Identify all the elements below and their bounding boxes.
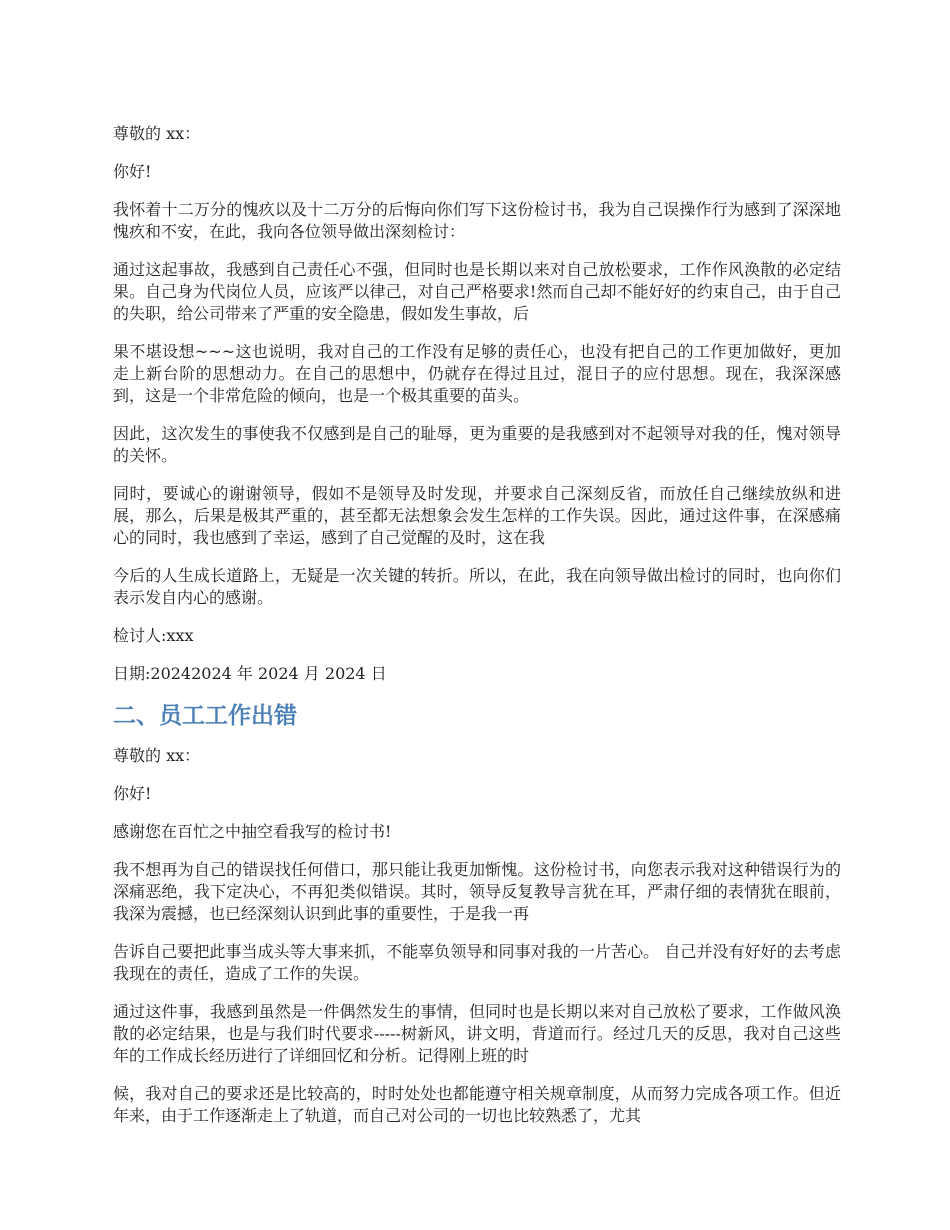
salutation: 尊敬的 xx：	[113, 746, 201, 765]
paragraph: 同时，要诚心的谢谢领导，假如不是领导及时发现，并要求自己深刻反省，而放任自己继续放纵和进展，那么，后果是极其严重的，甚至都无法想象会发生怎样的工作失误。因此，通过这件事，在深感痛心的同时，我也感到了幸运，感到了自己觉醒的及时，这在我	[113, 484, 841, 547]
greeting: 你好!	[113, 784, 152, 803]
paragraph: 果不堪设想~~~这也说明，我对自己的工作没有足够的责任心，也没有把自己的工作更加做好，更加走上新台阶的思想动力。在自己的思想中，仍就存在得过且过，混日子的应付思想。现在，我深深感到，这是一个非常危险的倾向，也是一个极其重要的苗头。	[113, 342, 841, 405]
paragraph: 今后的人生成长道路上，无疑是一次关键的转折。所以，在此，我在向领导做出检讨的同时，也向你们表示发自内心的感谢。	[113, 566, 841, 607]
paragraph: 候，我对自己的要求还是比较高的，时时处处也都能遵守相关规章制度，从而努力完成各项工作。但近年来，由于工作逐渐走上了轨道，而自己对公司的一切也比较熟悉了，尤其	[113, 1084, 841, 1125]
document-body	[113, 123, 841, 1143]
paragraph: 感谢您在百忙之中抽空看我写的检讨书!	[113, 822, 392, 841]
paragraph: 我不想再为自己的错误找任何借口，那只能让我更加惭愧。这份检讨书，向您表示我对这种错误行为的深痛恶绝，我下定决心，不再犯类似错误。其时，领导反复教导言犹在耳，严肃仔细的表情犹在眼前，我深为震撼，也已经深刻认识到此事的重要性，于是我一再	[113, 860, 841, 923]
paragraph: 通过这起事故，我感到自己责任心不强，但同时也是长期以来对自己放松要求，工作作风涣散的必定结果。自己身为代岗位人员，应该严以律己，对自己严格要求!然而自己却不能好好的约束自己，由于自己的失职，给公司带来了严重的安全隐患，假如发生事故，后	[113, 260, 841, 323]
section-heading: 二、员工工作出错	[113, 703, 297, 729]
date-line: 日期:20242024 年 2024 月 2024 日	[113, 664, 387, 683]
signer-line: 检讨人:xxx	[113, 626, 194, 645]
paragraph: 我怀着十二万分的愧疚以及十二万分的后悔向你们写下这份检讨书，我为自己误操作行为感到了深深地愧疚和不安，在此，我向各位领导做出深刻检讨：	[113, 200, 841, 241]
paragraph: 告诉自己要把此事当成头等大事来抓，不能辜负领导和同事对我的一片苦心。 自己并没有好好的去考虑我现在的责任，造成了工作的失误。	[113, 942, 841, 983]
paragraph: 通过这件事，我感到虽然是一件偶然发生的事情，但同时也是长期以来对自己放松了要求，工作做风涣散的必定结果，也是与我们时代要求-----树新风，讲文明，背道而行。经过几天的反思，我对自己这些年的工作成长经历进行了详细回忆和分析。记得刚上班的时	[113, 1002, 841, 1065]
greeting: 你好!	[113, 162, 152, 181]
salutation: 尊敬的 xx：	[113, 124, 201, 143]
paragraph: 因此，这次发生的事使我不仅感到是自己的耻辱，更为重要的是我感到对不起领导对我的任，愧对领导的关怀。	[113, 424, 841, 465]
